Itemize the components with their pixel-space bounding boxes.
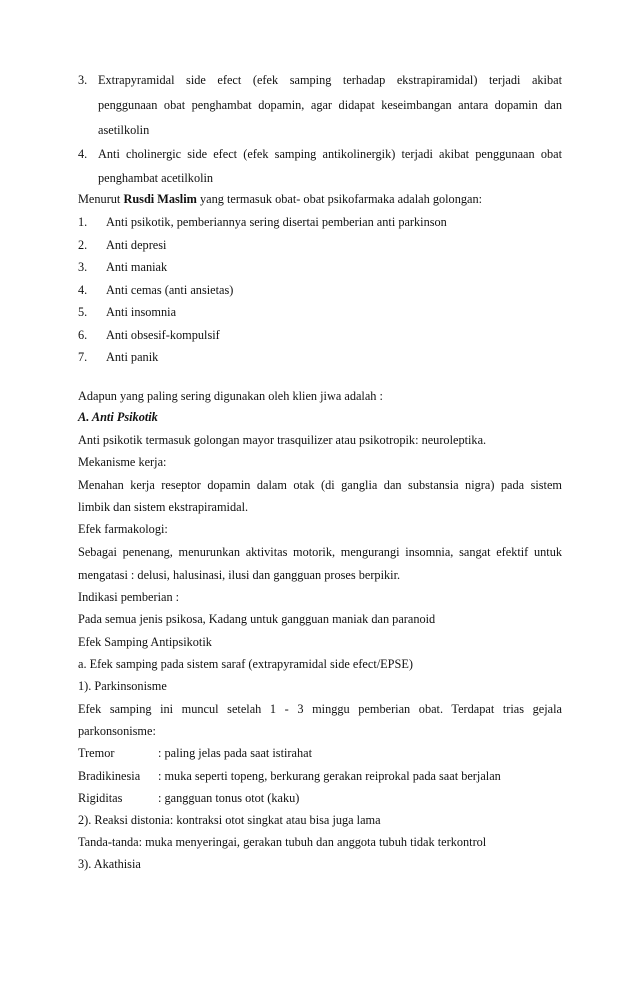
list-number: 5. <box>78 305 88 319</box>
list-item-text: Anti cemas (anti ansietas) <box>106 283 234 297</box>
list-item-text: Anti maniak <box>106 260 168 274</box>
trias-label: Bradikinesia <box>78 769 141 783</box>
paragraph-line: parkonsonisme: <box>78 724 156 738</box>
paragraph-line: mengatasi : delusi, halusinasi, ilusi dan gangguan proses berpikir. <box>78 568 401 582</box>
list-item-text: asetilkolin <box>98 123 150 137</box>
subheading: Mekanisme kerja: <box>78 455 167 469</box>
author-name: Rusdi Maslim <box>123 192 197 206</box>
trias-row <box>78 790 562 806</box>
paragraph-line: limbik dan sistem ekstrapiramidal. <box>78 500 249 514</box>
list-number: 2. <box>78 238 88 252</box>
intro-paragraph: Adapun yang paling sering digunakan oleh klien jiwa adalah : <box>78 389 383 403</box>
menurut-paragraph <box>78 191 562 207</box>
paragraph-line: Sebagai penenang, menurunkan aktivitas motorik, mengurangi insomnia, sangat efektif untuk <box>78 545 562 559</box>
list-number: 4. <box>78 147 88 161</box>
paragraph: 2). Reaksi distonia: kontraksi otot singkat atau bisa juga lama <box>78 813 381 827</box>
subheading: Efek Samping Antipsikotik <box>78 635 212 649</box>
menurut-post: yang termasuk obat- obat psikofarmaka adalah golongan: <box>196 192 483 206</box>
menurut-pre: Menurut <box>78 192 124 206</box>
paragraph: a. Efek samping pada sistem saraf (extrapyramidal side efect/EPSE) <box>78 657 413 671</box>
trias-text: : paling jelas pada saat istirahat <box>158 746 312 760</box>
paragraph: Anti psikotik termasuk golongan mayor trasquilizer atau psikotropik: neuroleptika. <box>78 433 487 447</box>
paragraph: Pada semua jenis psikosa, Kadang untuk gangguan maniak dan paranoid <box>78 612 436 626</box>
list-item-text: Anti insomnia <box>106 305 177 319</box>
list-item-text: penghambat acetilkolin <box>98 171 214 185</box>
trias-row <box>78 745 562 761</box>
list-number: 3. <box>78 260 88 274</box>
list-item-text: Anti psikotik, pemberiannya sering disertai pemberian anti parkinson <box>106 215 447 229</box>
list-item-text: Anti panik <box>106 350 159 364</box>
trias-text: : gangguan tonus otot (kaku) <box>158 791 300 805</box>
subheading: Indikasi pemberian : <box>78 590 180 604</box>
list-number: 4. <box>78 283 88 297</box>
paragraph: 3). Akathisia <box>78 857 141 871</box>
paragraph-line: Menahan kerja reseptor dopamin dalam otak (di ganglia dan substansia nigra) pada sistem <box>78 478 562 492</box>
trias-row <box>78 768 562 784</box>
list-number: 1. <box>78 215 88 229</box>
subheading: Efek farmakologi: <box>78 522 168 536</box>
trias-text: : muka seperti topeng, berkurang gerakan reiprokal pada saat berjalan <box>158 769 501 783</box>
trias-label: Rigiditas <box>78 791 123 805</box>
list-number: 7. <box>78 350 88 364</box>
list-item-text: penggunaan obat penghambat dopamin, agar didapat keseimbangan antara dopamin dan <box>98 98 562 112</box>
list-item-text: Anti depresi <box>106 238 167 252</box>
paragraph-line: Efek samping ini muncul setelah 1 - 3 minggu pemberian obat. Terdapat trias gejala <box>78 702 562 716</box>
list-item-text: Anti obsesif-kompulsif <box>106 328 220 342</box>
list-number: 6. <box>78 328 88 342</box>
paragraph: 1). Parkinsonisme <box>78 679 167 693</box>
section-heading: A. Anti Psikotik <box>78 410 158 424</box>
list-number: 3. <box>78 73 88 87</box>
list-item-text: Extrapyramidal side efect (efek samping terhadap ekstrapiramidal) terjadi akibat <box>98 73 562 87</box>
list-item-text: Anti cholinergic side efect (efek samping antikolinergik) terjadi akibat penggunaan obat <box>98 147 562 161</box>
trias-label: Tremor <box>78 746 115 760</box>
paragraph: Tanda-tanda: muka menyeringai, gerakan tubuh dan anggota tubuh tidak terkontrol <box>78 835 487 849</box>
